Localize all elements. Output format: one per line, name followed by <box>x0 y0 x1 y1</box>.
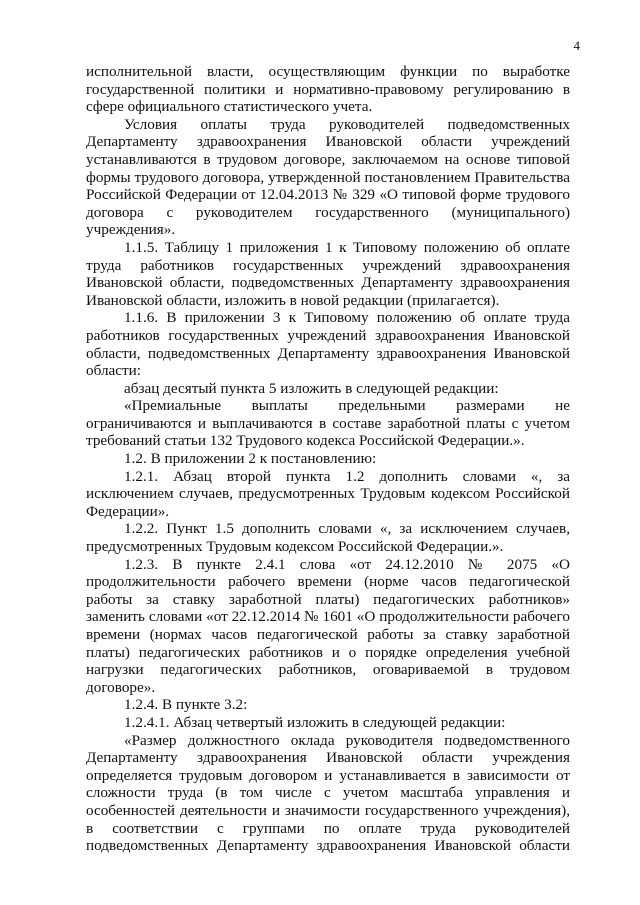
page-number: 4 <box>573 38 580 53</box>
paragraph-1-2: 1.2. В приложении 2 к постановлению: <box>124 450 377 468</box>
paragraph-salary-quote: «Размер должностного оклада руководителя подведомственного Департаменту здравоохранения Ивановской области учреждения определяется трудовым договором и устанавливается в зависимости от сложности труда (в том числе с учетом масштаба управления и особенностей деятельности и значимости государственного учреждения), в соответствии с группами по оплате труда руководителей подведомственных Департаменту здравоохранения Ивановской области <box>86 731 570 855</box>
paragraph-premium-quote: «Премиальные выплаты предельными размерами не ограничиваются и выплачиваются в составе заработной платы с учетом требований статьи 132 Трудового кодекса Российской Федерации.». <box>86 397 570 450</box>
paragraph-1-2-3: 1.2.3. В пункте 2.4.1 слова «от 24.12.2010 № 2075 «О продолжительности рабочего времени (норме часов педагогической работы за ставку заработной платы) педагогических работников» заменить словами «от 22.12.2014 № 1601 «О продолжительности рабочего времени (нормах часов педагогической работы за ставку заработной платы) педагогических работников и о порядке определения учебной нагрузки педагогических работников, оговариваемой в трудовом договоре». <box>86 555 570 696</box>
paragraph-1-2-4-1: 1.2.4.1. Абзац четвертый изложить в следующей редакции: <box>124 713 506 731</box>
paragraph-1-1-6: 1.1.6. В приложении 3 к Типовому положению об оплате труда работников государственных учреждений здравоохранения Ивановской области, подведомственных Департаменту здравоохранения Ивановской области: <box>86 309 570 380</box>
document-body <box>86 63 570 855</box>
paragraph-abzac-desyatyi: абзац десятый пункта 5 изложить в следующей редакции: <box>124 379 499 397</box>
paragraph-1-2-1: 1.2.1. Абзац второй пункта 1.2 дополнить словами «, за исключением случаев, предусмотренных Трудовым кодексом Российской Федерации». <box>86 467 570 520</box>
paragraph-continuation: исполнительной власти, осуществляющим функции по выработке государственной политики и нормативно-правовому регулированию в сфере официального статистического учета. <box>86 63 570 116</box>
paragraph-1-2-4: 1.2.4. В пункте 3.2: <box>124 696 248 714</box>
paragraph-1-1-5: 1.1.5. Таблицу 1 приложения 1 к Типовому положению об оплате труда работников государственных учреждений здравоохранения Ивановской области, подведомственных Департаменту здравоохранения Ивановской области, изложить в новой редакции (прилагается). <box>86 238 570 309</box>
paragraph-pay-conditions: Условия оплаты труда руководителей подведомственных Департаменту здравоохранения Ивановской области учреждений устанавливаются в трудовом договоре, заключаемом на основе типовой формы трудового договора, утвержденной постановлением Правительства Российской Федерации от 12.04.2013 № 329 «О типовой форме трудового договора с руководителем государственного (муниципального) учреждения». <box>86 115 570 239</box>
paragraph-1-2-2: 1.2.2. Пункт 1.5 дополнить словами «, за исключением случаев, предусмотренных Трудовым кодексом Российской Федерации.». <box>86 520 570 556</box>
